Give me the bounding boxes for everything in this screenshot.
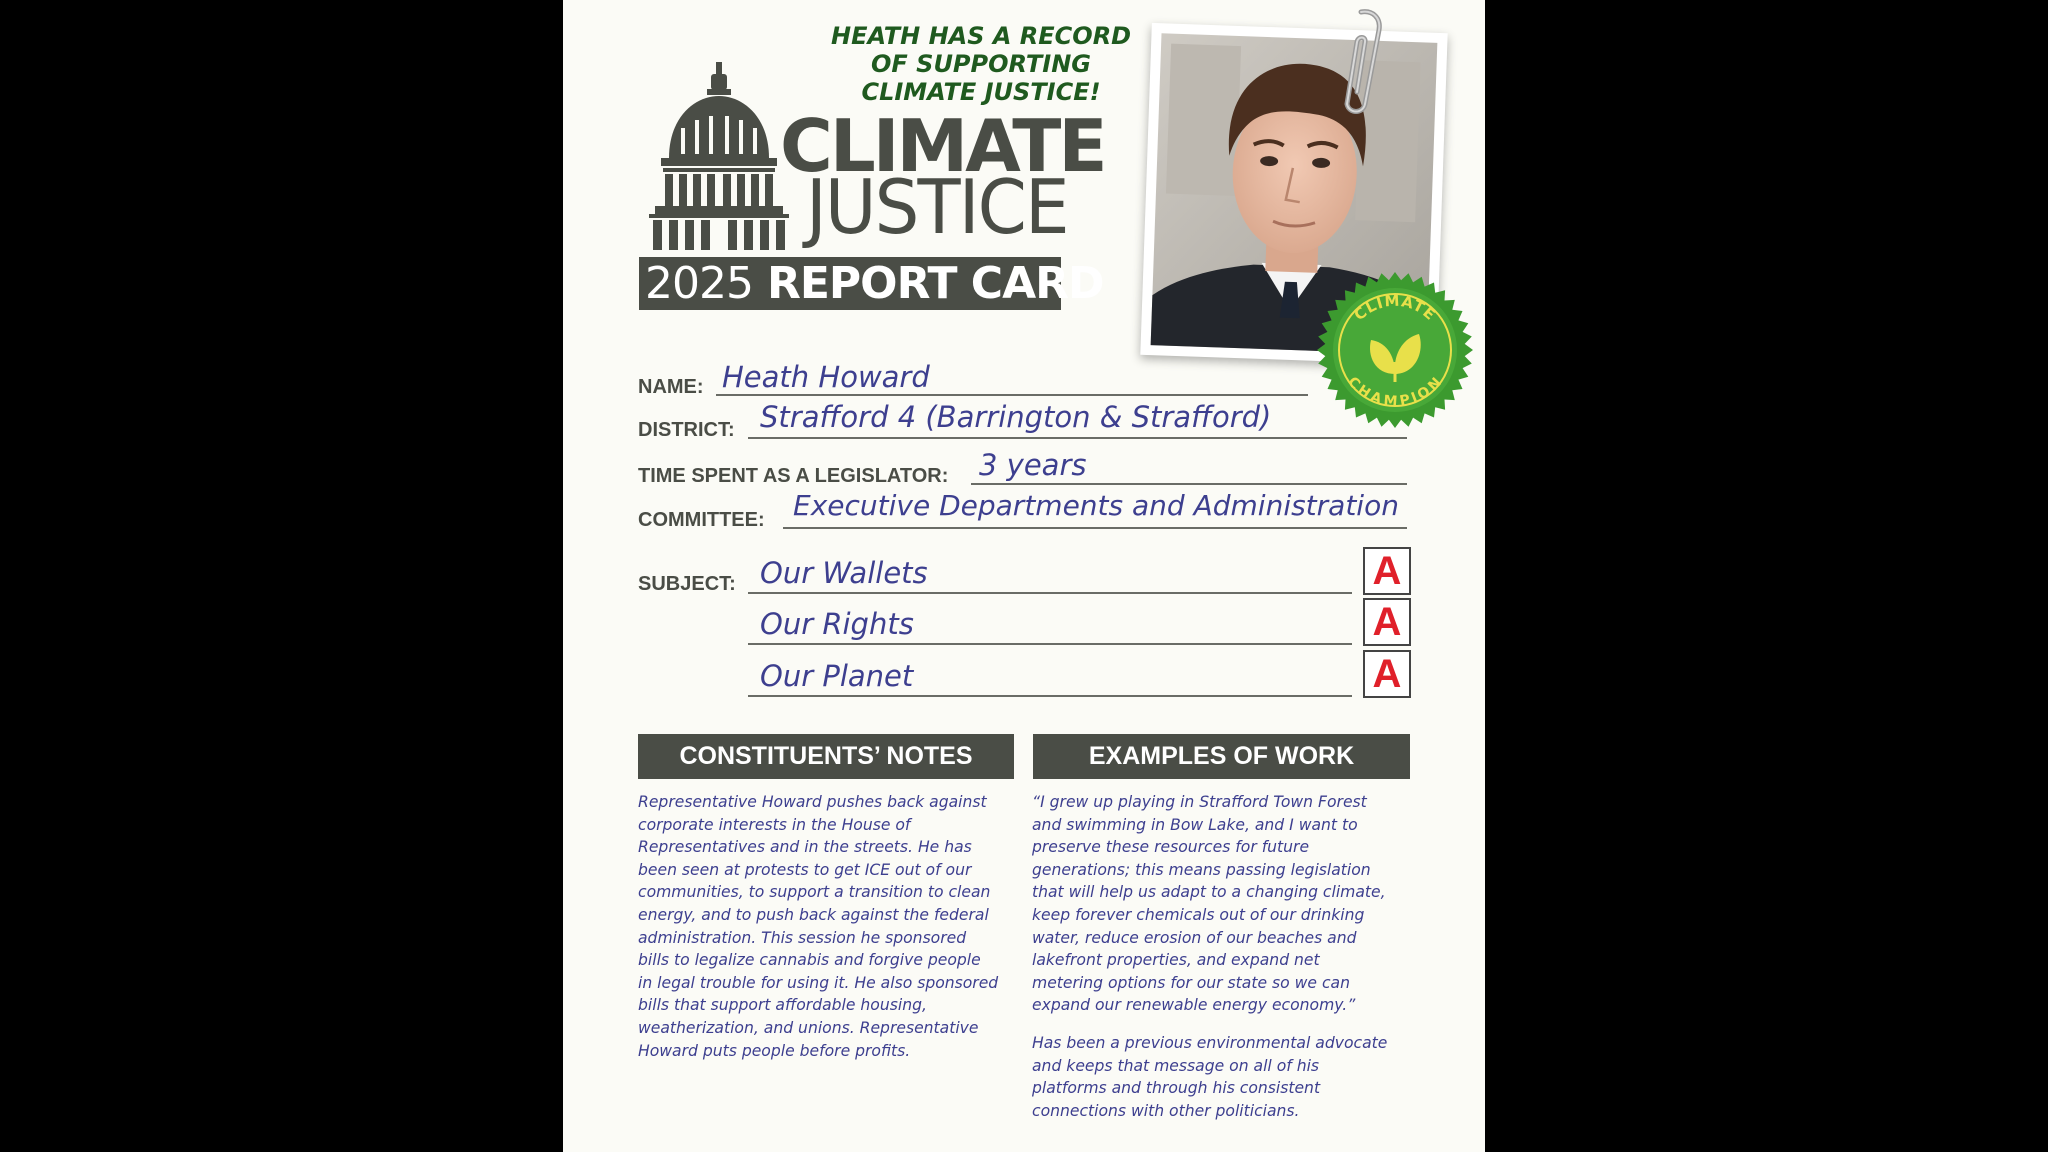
subject-rights: Our Rights [760,607,914,641]
note-line: been seen at protests to get ICE out of our [638,860,972,879]
name-label: NAME: [638,376,704,398]
subject-label: SUBJECT: [638,573,736,595]
note-line: weatherization, and unions. Representative [638,1018,979,1037]
committee-underline [783,527,1407,529]
summary-line: connections with other politicians. [1032,1101,1300,1120]
quote-line: that will help us adapt to a changing climate, [1032,883,1386,902]
capitol-dome-icon [645,62,793,254]
logo-justice-text: JUSTICE [806,163,1068,251]
climate-champion-seal [1315,270,1475,430]
tagline [831,22,1131,106]
name-underline [716,394,1308,396]
district-value: Strafford 4 (Barrington & Strafford) [760,400,1272,434]
quote-line: keep forever chemicals out of our drinking [1032,905,1365,924]
examples-of-work-header: EXAMPLES OF WORK [1033,734,1410,779]
time-value: 3 years [979,448,1087,482]
time-label: TIME SPENT AS A LEGISLATOR: [638,465,949,487]
logo-report-card-band [639,257,1104,310]
subject-underline [748,592,1352,594]
paperclip-icon [1333,8,1385,116]
committee-value: Executive Departments and Administration [793,489,1399,522]
quote-line: lakefront properties, and expand net [1032,951,1320,970]
committee-label: COMMITTEE: [638,509,765,531]
note-line: Howard puts people before profits. [638,1041,911,1060]
quote-line: water, reduce erosion of our beaches and [1032,928,1357,947]
subject-underline [748,643,1352,645]
tagline-line-3: CLIMATE JUSTICE! [861,78,1101,106]
constituents-notes-text [638,791,1028,1062]
tagline-line-2: OF SUPPORTING [871,50,1091,78]
time-underline [971,483,1407,485]
examples-summary-text [1032,1032,1422,1122]
note-line: in legal trouble for using it. He also sponsored [638,973,999,992]
district-underline [748,437,1407,439]
note-line: Representatives and in the streets. He has [638,838,972,857]
quote-line: generations; this means passing legislation [1032,860,1371,879]
logo-year: 2025 [645,258,753,309]
tagline-line-1: HEATH HAS A RECORD [831,22,1132,50]
subject-wallets: Our Wallets [760,556,928,590]
quote-line: preserve these resources for future [1032,838,1310,857]
summary-line: platforms and through his consistent [1032,1079,1321,1098]
note-line: communities, to support a transition to clean [638,883,991,902]
note-line: Representative Howard pushes back against [638,793,987,811]
summary-line: and keeps that message on all of his [1032,1056,1320,1075]
subject-underline [748,695,1352,697]
report-card [563,0,1485,1152]
seal-bottom-text: CHAMPION [1344,374,1446,410]
quote-line: and swimming in Bow Lake, and I want to [1032,815,1358,834]
grade-planet: A [1363,650,1411,698]
note-line: bills to legalize cannabis and forgive people [638,951,981,970]
district-label: DISTRICT: [638,419,735,441]
note-line: administration. This session he sponsored [638,928,967,947]
grade-rights: A [1363,598,1411,646]
constituents-notes-header: CONSTITUENTS’ NOTES [638,734,1014,779]
subject-planet: Our Planet [760,659,914,693]
summary-line: Has been a previous environmental advocate [1032,1034,1388,1052]
note-line: corporate interests in the House of [638,815,911,834]
examples-quote-text [1032,791,1422,1017]
note-line: bills that support affordable housing, [638,996,927,1015]
note-line: energy, and to push back against the federal [638,905,989,924]
quote-line: expand our renewable energy economy.” [1032,996,1356,1015]
name-value: Heath Howard [722,360,930,394]
quote-line: metering options for our state so we can [1032,973,1350,992]
quote-line: “I grew up playing in Strafford Town Forest [1032,793,1367,811]
grade-wallets: A [1363,547,1411,595]
logo-report-card-text: REPORT CARD [766,258,1104,309]
seal-top-text: CLIMATE [1350,291,1440,325]
logo-climate-text: CLIMATE [780,104,1105,188]
